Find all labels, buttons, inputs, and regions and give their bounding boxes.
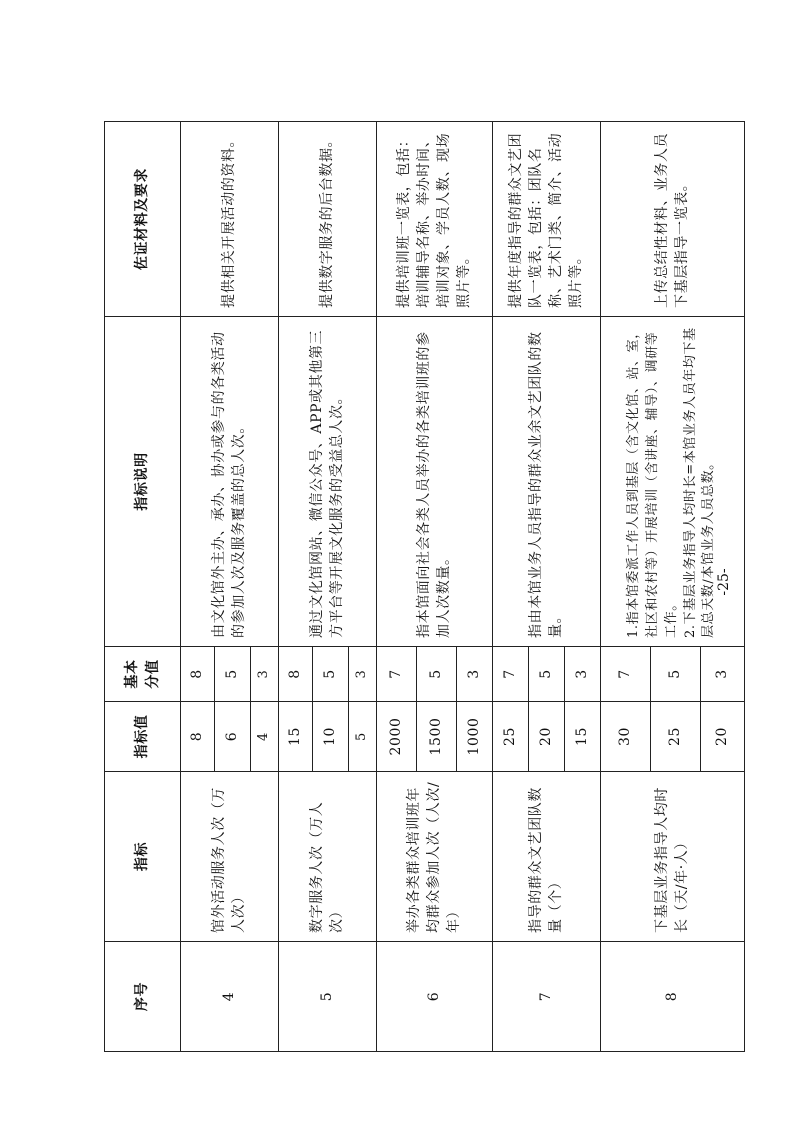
level-value: 1000 [456,702,492,772]
table-row [600,122,650,1052]
table-row [278,122,312,1052]
level-score: 8 [278,647,312,702]
level-score: 8 [181,647,215,702]
row-indicator: 举办各类群众培训班年均群众参加人次（人次/年） [376,772,492,942]
description-line: 2.下基层业务指导人均时长=本馆业务人员年均下基层总天数/本馆业务人员总数。 [682,327,717,638]
row-no: 5 [278,942,376,1052]
indicator-table [104,121,745,1052]
level-score: 7 [600,647,650,702]
row-evidence: 提供年度指导的群众文艺团队一览表，包括：团队名称、艺术门类、简介、活动照片等。 [492,122,600,317]
level-score: 3 [700,647,744,702]
table-row [181,122,215,1052]
description-line: 1.指本馆委派工作人员到基层（含文化馆、站、室，社区和农村等）开展培训（含讲座、辅导）、调研等工作。 [626,325,679,638]
level-score: 3 [251,647,279,702]
level-value: 15 [564,702,600,772]
row-indicator: 馆外活动服务人次（万人次） [181,772,279,942]
level-score: 7 [492,647,528,702]
row-description: 指由本馆业务人员指导的群众业余文艺团队的数量。 [492,317,600,647]
row-indicator: 数字服务人次（万人次） [278,772,376,942]
row-description: 指本馆面向社会各类人员举办的各类培训班的参加人次数量。 [376,317,492,647]
row-no: 8 [600,942,744,1052]
level-value: 25 [650,702,700,772]
row-description: 通过文化馆网站、微信公众号、APP或其他第三方平台等开展文化服务的受益总人次。 [278,317,376,647]
row-evidence: 提供相关开展活动的资料。 [181,122,279,317]
level-score: 7 [376,647,416,702]
level-score: 3 [456,647,492,702]
level-value: 20 [528,702,564,772]
row-indicator: 指导的群众文艺团队数量（个） [492,772,600,942]
rotated-table-wrapper [104,122,744,1052]
level-value: 20 [700,702,744,772]
level-score: 3 [564,647,600,702]
header-evidence: 佐证材料及要求 [105,122,181,317]
level-score: 5 [416,647,456,702]
level-score: 5 [215,647,251,702]
level-value: 25 [492,702,528,772]
level-value: 1500 [416,702,456,772]
level-value: 4 [251,702,279,772]
row-no: 7 [492,942,600,1052]
level-score: 5 [528,647,564,702]
level-value: 8 [181,702,215,772]
level-value: 15 [278,702,312,772]
row-no: 6 [376,942,492,1052]
header-value: 指标值 [105,702,181,772]
level-value: 10 [312,702,348,772]
table-header-row [105,122,181,1052]
level-value: 6 [215,702,251,772]
table-row [492,122,528,1052]
level-value: 30 [600,702,650,772]
level-value: 5 [348,702,376,772]
row-description: 由文化馆外主办、承办、协办或参与的各类活动的参加人次及服务覆盖的总人次。 [181,317,279,647]
level-score: 5 [312,647,348,702]
header-no: 序号 [105,942,181,1052]
header-base-score: 基本分值 [105,647,181,702]
level-score: 5 [650,647,700,702]
page-number: -25- [716,568,732,596]
row-evidence: 提供数字服务的后台数据。 [278,122,376,317]
table-row [376,122,416,1052]
row-indicator: 下基层业务指导人均时长（天/年·人） [600,772,744,942]
row-evidence: 上传总结性材料、业务人员下基层指导一览表。 [600,122,744,317]
level-value: 2000 [376,702,416,772]
row-evidence: 提供培训班一览表，包括：培训辅导名称、举办时间、培训对象、学员人数、现场照片等。 [376,122,492,317]
row-no: 4 [181,942,279,1052]
header-indicator: 指标 [105,772,181,942]
header-description: 指标说明 [105,317,181,647]
level-score: 3 [348,647,376,702]
